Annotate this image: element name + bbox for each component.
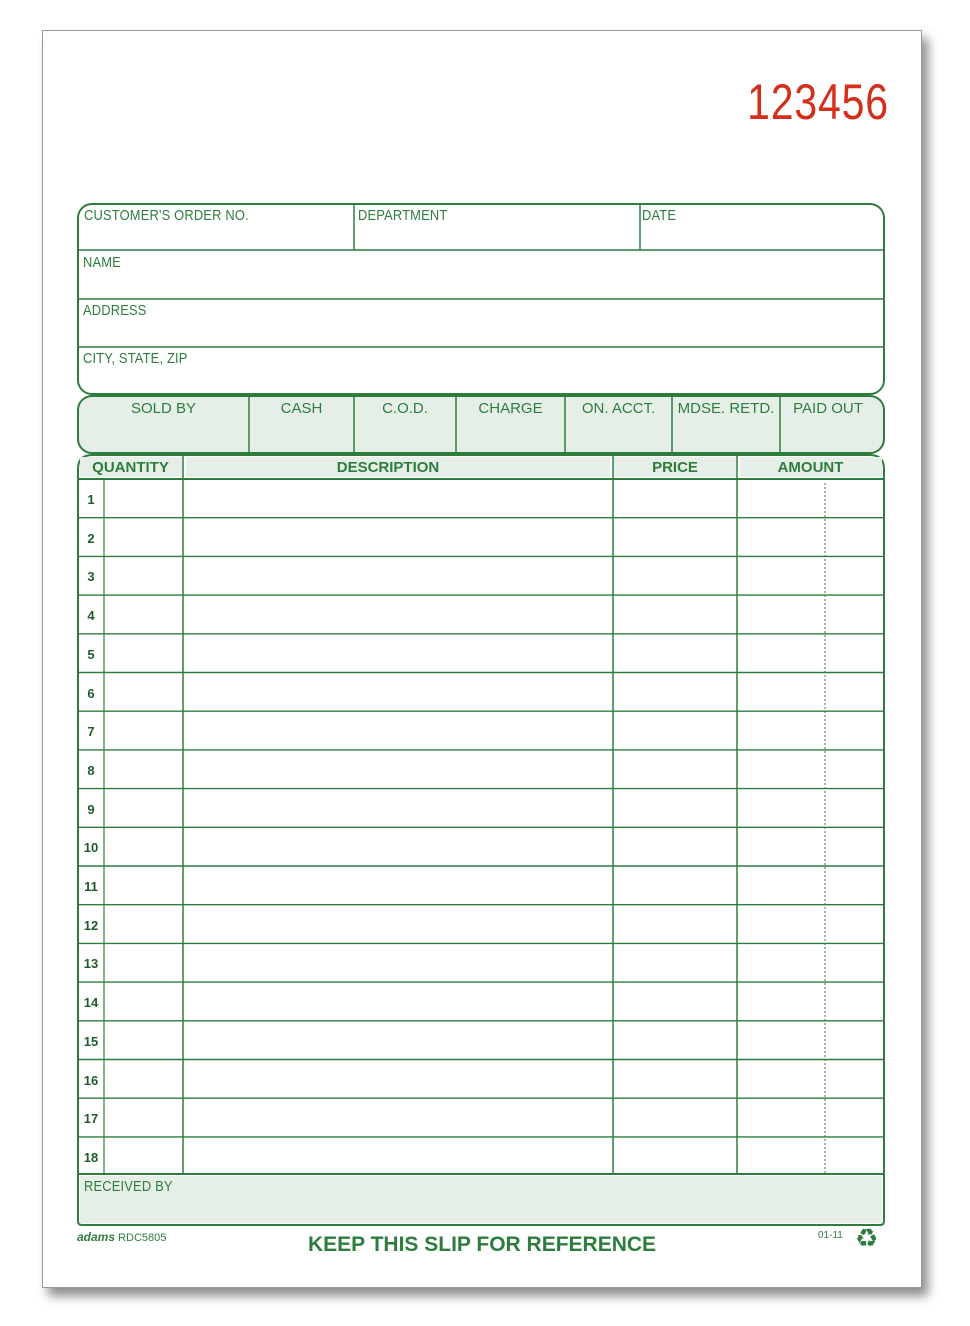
row-number: 17 [83,1111,99,1127]
received-by-label: RECEIVED BY [84,1178,173,1195]
department-label: DEPARTMENT [358,207,448,224]
row-number: 9 [87,801,95,817]
serial-number: 123456 [747,74,889,130]
name-label: NAME [83,254,121,271]
payment-charge: CHARGE [478,400,543,417]
row-number: 3 [87,569,95,585]
header-price: PRICE [652,459,698,476]
form-code: 01-11 [818,1230,843,1241]
payment-sold-by: SOLD BY [130,400,197,417]
row-number: 10 [83,840,99,856]
city-state-zip-label: CITY, STATE, ZIP [83,350,188,367]
header-quantity: QUANTITY [92,459,169,476]
footer-instruction: KEEP THIS SLIP FOR REFERENCE [307,1233,657,1256]
row-number: 2 [87,530,95,546]
customer-order-label: CUSTOMER'S ORDER NO. [84,207,249,224]
row-number: 1 [87,492,95,507]
date-label: DATE [642,207,677,224]
recycle-icon: ♻ [855,1223,879,1253]
row-number: 16 [83,1072,99,1088]
row-number: 8 [87,762,95,778]
payment-cod: C.O.D. [382,400,428,417]
payment-on-acct: ON. ACCT. [581,400,656,417]
row-number: 14 [83,995,99,1011]
address-label: ADDRESS [83,302,147,319]
payment-mdse-retd: MDSE. RETD. [677,400,775,417]
row-number: 15 [83,1033,99,1049]
header-description: DESCRIPTION [336,459,440,476]
row-number: 5 [87,646,95,662]
payment-cash: CASH [280,400,323,417]
payment-paid-out: PAID OUT [793,400,863,417]
header-amount: AMOUNT [777,459,844,476]
row-number: 11 [84,879,98,894]
row-number: 13 [83,956,99,972]
row-number: 18 [83,1149,99,1165]
row-number: 4 [87,608,95,624]
row-number: 12 [83,917,99,933]
sales-slip-sheet [42,30,922,1288]
row-number: 7 [87,724,95,740]
brand-name: adams [77,1230,116,1244]
model-number: RDC5805 [118,1232,167,1244]
row-number: 6 [87,685,95,701]
